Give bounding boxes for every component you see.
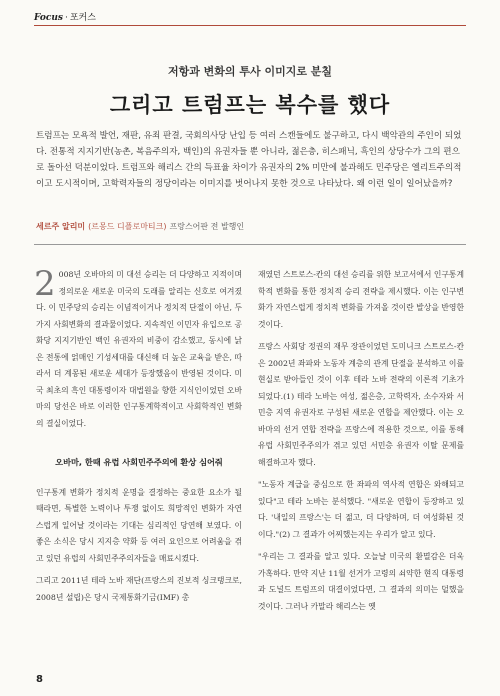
- section-label-en: Focus: [34, 13, 63, 23]
- body-paragraph: 재였던 스트로스-칸의 대선 승리를 위한 보고서에서 인구통계학적 변화를 통한 정치적 승리 전략을 제시했다. 이는 인구변화가 자연스럽게 정치적 변화를 가져올 것이란 발상을 반영한 것이다.: [258, 270, 464, 329]
- section-heading: 오바마, 한때 유럽 사회민주주의에 환상 심어줘: [55, 457, 223, 467]
- body-paragraph: [34, 264, 242, 432]
- header-divider: [34, 25, 466, 26]
- body-paragraph: "노동자 계급을 중심으로 한 좌파의 역사적 연합은 와해되고 있다"고 테라 노바는 분석했다. "새로운 연합이 등장하고 있다. '내일의 프랑스'는 더 젊고, 더 다양하며, 더 여성화된 것이다."(2) 그 결과가 어찌했는지는 우리가 알고 있다.: [258, 480, 464, 539]
- section-header: [34, 10, 96, 23]
- drop-cap: 2: [34, 264, 56, 304]
- body-column-left: [34, 264, 242, 606]
- body-paragraph: 프랑스 사회당 정권의 재무 장관이었던 도미니크 스트로스-칸은 2002년 좌파와 노동자 계층의 관계 단절을 분석하고 이를 현실로 받아들인 것이 이후 테라 노바 전략의 이론적 기초가 되었다.(1) 테라 노바는 여성, 젊은층, 고학력자, 소수자와 서민층 지역 유권자로 구성된 새로운 연합을 제안했다. 이는 오바마의 선거 연합 전략을 프랑스에 적용한 것으로, 이를 통해 유럽 사회민주주의가 겪고 있던 서민층 유권자 이탈 문제를 해결하고자 했다.: [258, 342, 464, 467]
- article-lead: [36, 128, 466, 192]
- body-paragraph: 그리고 2011년 테라 노바 재단(프랑스의 진보적 싱크탱크로, 2008년 설립)은 당시 국제통화기금(IMF) 총: [36, 576, 242, 602]
- body-paragraph: 인구통계 변화가 정치적 운명을 결정하는 중요한 요소가 될 때라면, 특별한 노력이나 투쟁 없이도 희망적인 변화가 자연스럽게 일어날 것이라는 기대는 심리적인 당연해 보였다. 이 좋은 소식은 당시 지지층 약화 등 여러 요인으로 어려움을 겪고 있던 유럽의 사회민주주의자들을 매료시켰다.: [36, 487, 242, 563]
- author-byline: [36, 221, 244, 232]
- section-label-ko: 포커스: [69, 13, 96, 23]
- body-column-right: [258, 267, 464, 615]
- author-name: 세르주 알리미: [36, 222, 86, 231]
- section-separator: ·: [65, 13, 68, 23]
- article-title: 그리고 트럼프는 복수를 했다: [109, 93, 391, 117]
- article-subtitle: 저항과 변화의 투사 이미지로 분칠: [167, 65, 333, 78]
- body-text: 008년 오바마의 미 대선 승리는 더 다양하고 지적이며 정의로운 새로운 미국의 도래를 알리는 신호로 여겨졌다. 이 민주당의 승리는 이념적이거나 정치적 단절이 아닌, 두 가지 사회변화의 결과물이었다. 지속적인 이민자 유입으로 공화당 지지기반인 백인 유권자의 비중이 감소했고, 동시에 낡은 전통에 얽매인 기성세대를 대신해 더 높은 교육을 받은, 따라서 더 계몽된 새로운 세대가 등장했음이 반영된 것이다. 미국 최초의 흑인 대통령이자 대법원을 향한 지식인이었던 오바마의 당선은 바로 이러한 인구통계학적이고 사회학적인 변화의 결실이었다.: [36, 270, 242, 428]
- body-paragraph: "우리는 그 결과를 알고 있다. 오늘날 미국의 환멸감은 더욱 가혹하다. 만약 지난 11월 선거가 고령의 쇠약한 현직 대통령과 도널드 트럼프의 대결이었다면, 그 결과의 의미는 덜했을 것이다. 그러나 카말라 해리스는 옛: [258, 552, 464, 611]
- body-divider: [34, 244, 466, 245]
- lead-paragraph: 트럼프는 모욕적 발언, 재판, 유죄 판결, 국회의사당 난입 등 여러 스캔들에도 불구하고, 다시 백악관의 주인이 되었다. 전통적 지지기반(농촌, 복음주의자, 백인)의 유권자들 뿐 아니라, 젊은층, 히스패닉, 흑인의 상당수가 그의 편으로 돌아선 덕분이었다. 트럼프와 해리스 간의 득표율 차이가 유권자의 2% 미만에 불과해도 민주당은 엘리트주의적이고 도시적이며, 고학력자들의 정당이라는 이미지를 벗어나지 못한 것으로 나타났다. 왜 이런 일이 일어났을까?: [36, 131, 462, 190]
- page-number: 8: [36, 674, 43, 685]
- author-role: 프랑스어판 전 발행인: [169, 222, 245, 231]
- author-affiliation: (르몽드 디플로마티크): [88, 222, 167, 231]
